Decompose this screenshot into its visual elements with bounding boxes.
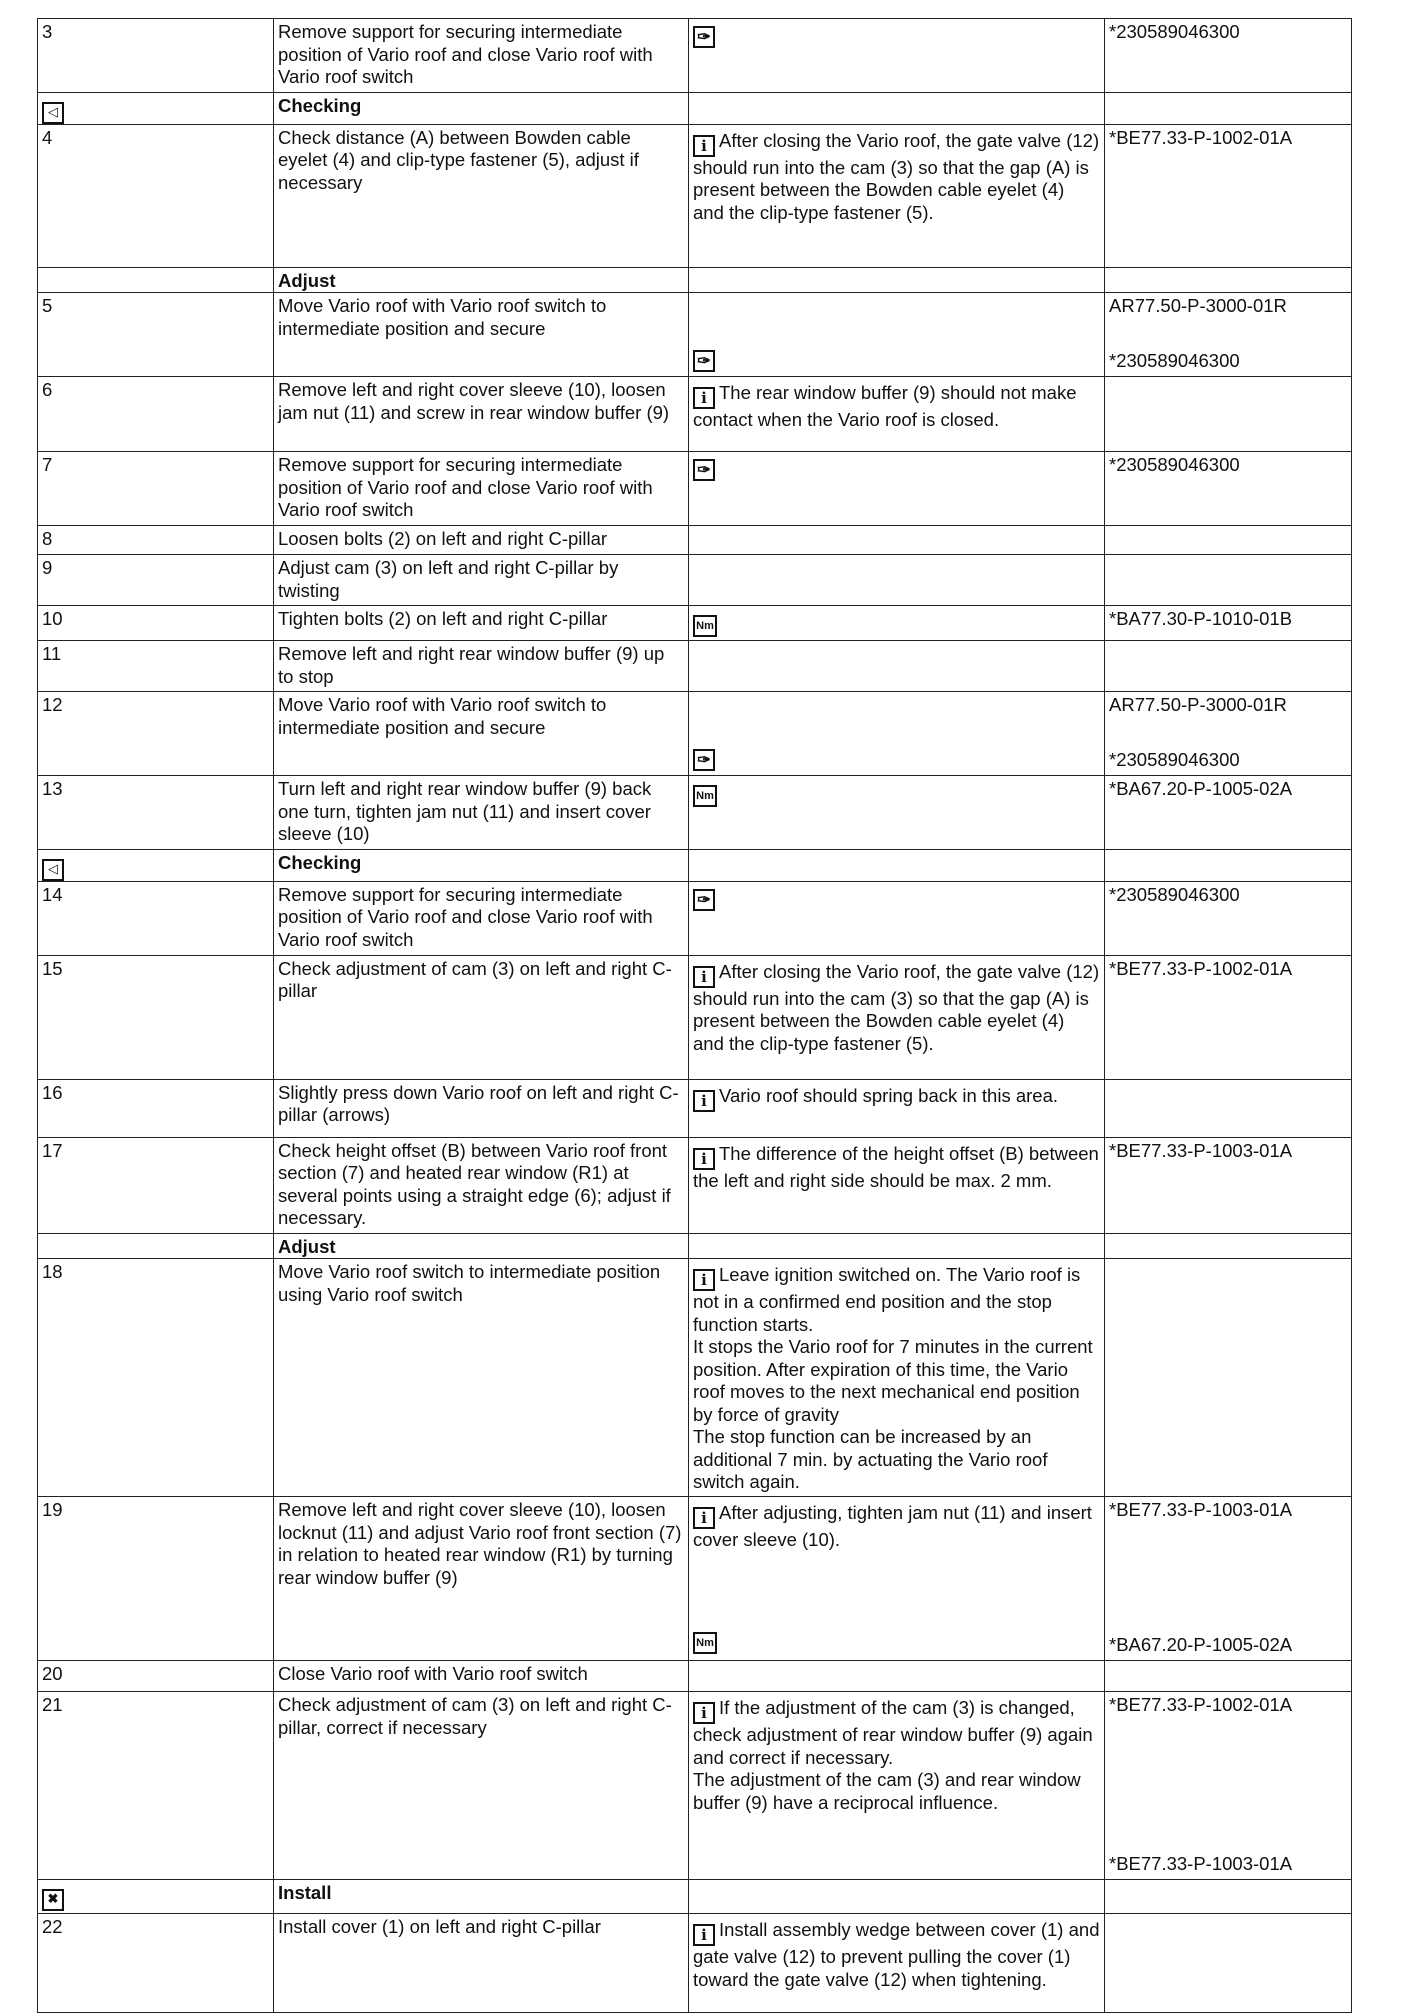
step-instruction — [274, 1914, 689, 2013]
note-cell — [689, 1079, 1105, 1137]
reference-code: *230589046300 — [1109, 748, 1240, 770]
section-icon-cell — [38, 849, 274, 881]
step-instruction — [274, 1692, 689, 1880]
reference-cell — [1105, 1259, 1352, 1497]
table-row — [38, 1914, 1352, 2013]
reference-code: *BE77.33-P-1002-01A — [1109, 957, 1293, 979]
torque-nm-icon: Nm — [693, 1632, 717, 1654]
instruction-text: Close Vario roof with Vario roof switch — [278, 1663, 588, 1684]
section-label: Install — [278, 1882, 332, 1903]
info-icon: i — [693, 135, 715, 157]
step-number-text: 6 — [42, 379, 53, 400]
table-row — [38, 1137, 1352, 1233]
reference-code: *230589046300 — [1109, 349, 1240, 371]
section-title — [274, 1880, 689, 1914]
step-instruction — [274, 19, 689, 93]
section-title — [274, 267, 689, 293]
section-title — [274, 1233, 689, 1259]
step-number-text: 5 — [42, 295, 53, 316]
step-number — [38, 555, 274, 606]
reference-code: AR77.50-P-3000-01R — [1109, 694, 1287, 715]
reference-code: *BE77.33-P-1002-01A — [1109, 126, 1293, 148]
note-cell — [689, 1661, 1105, 1692]
note-cell — [689, 881, 1105, 955]
step-number-text: 16 — [42, 1081, 63, 1103]
reference-code: *BA67.20-P-1005-02A — [1109, 1633, 1293, 1655]
empty-cell — [1105, 92, 1352, 124]
special-tool-icon: ✑ — [693, 350, 715, 372]
empty-cell — [689, 1233, 1105, 1259]
reference-code: AR77.50-P-3000-01R — [1109, 295, 1287, 316]
instruction-text: Install cover (1) on left and right C-pillar — [278, 1916, 601, 1937]
step-number — [38, 606, 274, 641]
step-number — [38, 1661, 274, 1692]
section-label: Checking — [278, 94, 362, 116]
table-row — [38, 955, 1352, 1079]
reference-code: *BA77.30-P-1010-01B — [1109, 608, 1293, 629]
step-instruction — [274, 293, 689, 377]
reference-cell — [1105, 1692, 1352, 1880]
reference-cell — [1105, 124, 1352, 267]
step-instruction — [274, 124, 689, 267]
table-row — [38, 293, 1352, 377]
step-number — [38, 1079, 274, 1137]
instruction-text: Move Vario roof switch to intermediate position using Vario roof switch — [278, 1261, 661, 1305]
step-number-text: 14 — [42, 883, 63, 905]
instruction-text: Move Vario roof with Vario roof switch to intermediate position and secure — [278, 694, 607, 738]
table-row — [38, 1079, 1352, 1137]
step-number — [38, 1497, 274, 1661]
section-label: Checking — [278, 851, 362, 873]
note-cell — [689, 19, 1105, 93]
instruction-text: Remove support for securing intermediate position of Vario roof and close Vario roof with Vario roof switch — [278, 883, 653, 950]
reference-cell — [1105, 1497, 1352, 1661]
reference-cell — [1105, 1137, 1352, 1233]
step-number-text: 20 — [42, 1663, 63, 1684]
install-icon: ✖ — [42, 1889, 64, 1911]
note-text: If the adjustment of the cam (3) is changed, check adjustment of rear window buffer (9) again and correct if necessary. The adjustment of the cam (3) and rear window buffer (9) have a reciprocal influence. — [693, 1697, 1093, 1813]
instruction-text: Remove support for securing intermediate position of Vario roof and close Vario roof with Vario roof switch — [278, 454, 653, 520]
info-icon: i — [693, 1924, 715, 1946]
step-number — [38, 377, 274, 452]
table-row — [38, 526, 1352, 555]
repair-procedure-table — [37, 18, 1352, 2013]
empty-cell — [689, 267, 1105, 293]
empty-cell — [689, 849, 1105, 881]
info-icon: i — [693, 966, 715, 988]
step-number-text: 10 — [42, 608, 63, 629]
reference-cell — [1105, 776, 1352, 850]
special-tool-icon: ✑ — [693, 749, 715, 771]
step-instruction — [274, 692, 689, 776]
step-number-text: 9 — [42, 557, 53, 578]
reference-cell — [1105, 1079, 1352, 1137]
section-icon-cell — [38, 1233, 274, 1259]
instruction-text: Remove left and right cover sleeve (10), loosen jam nut (11) and screw in rear window buffer (9) — [278, 379, 670, 423]
empty-cell — [689, 1880, 1105, 1914]
step-number-text: 15 — [42, 957, 63, 979]
step-instruction — [274, 452, 689, 526]
step-number-text: 11 — [42, 643, 62, 664]
info-icon: i — [693, 1507, 715, 1529]
note-cell — [689, 555, 1105, 606]
empty-cell — [1105, 1233, 1352, 1259]
info-icon: i — [693, 1090, 715, 1112]
note-cell — [689, 1137, 1105, 1233]
step-number — [38, 1914, 274, 2013]
checking-icon: ◁ — [42, 859, 64, 881]
note-cell — [689, 1259, 1105, 1497]
section-row — [38, 1233, 1352, 1259]
step-number — [38, 526, 274, 555]
step-instruction — [274, 955, 689, 1079]
special-tool-icon: ✑ — [693, 459, 715, 481]
step-instruction — [274, 1079, 689, 1137]
note-text: After adjusting, tighten jam nut (11) and insert cover sleeve (10). — [693, 1502, 1092, 1550]
step-instruction — [274, 526, 689, 555]
step-number — [38, 955, 274, 1079]
note-text: Leave ignition switched on. The Vario roof is not in a confirmed end position and the stop function starts. It stops the Vario roof for 7 minutes in the current position. After expiration of this time, the Vario roof moves to the next mechanical end position by force of gravity The stop function can be increased by an additional 7 min. by actuating the Vario roof switch again. — [693, 1264, 1093, 1492]
step-number-text: 3 — [42, 21, 53, 42]
step-instruction — [274, 555, 689, 606]
instruction-text: Remove support for securing intermediate position of Vario roof and close Vario roof with Vario roof switch — [278, 21, 653, 87]
reference-cell — [1105, 19, 1352, 93]
table-row — [38, 124, 1352, 267]
special-tool-icon: ✑ — [693, 26, 715, 48]
reference-code: *230589046300 — [1109, 21, 1240, 42]
info-icon: i — [693, 387, 715, 409]
reference-cell — [1105, 606, 1352, 641]
info-icon: i — [693, 1269, 715, 1291]
section-row — [38, 92, 1352, 124]
instruction-text: Remove left and right cover sleeve (10), loosen locknut (11) and adjust Vario roof front section (7) in relation to heated rear window (R1) by turning rear window buffer (9) — [278, 1499, 682, 1588]
step-number — [38, 293, 274, 377]
step-number-text: 22 — [42, 1916, 63, 1937]
note-text: The rear window buffer (9) should not make contact when the Vario roof is closed. — [693, 382, 1077, 430]
table-row — [38, 776, 1352, 850]
note-cell — [689, 293, 1105, 377]
special-tool-icon: ✑ — [693, 889, 715, 911]
step-instruction — [274, 1259, 689, 1497]
step-number — [38, 124, 274, 267]
reference-code: *BE77.33-P-1003-01A — [1109, 1499, 1293, 1520]
checking-icon: ◁ — [42, 102, 64, 124]
info-icon: i — [693, 1148, 715, 1170]
step-instruction — [274, 377, 689, 452]
step-number-text: 21 — [42, 1694, 63, 1715]
section-row — [38, 1880, 1352, 1914]
step-instruction — [274, 776, 689, 850]
step-number — [38, 641, 274, 692]
reference-cell — [1105, 1661, 1352, 1692]
instruction-text: Turn left and right rear window buffer (9) back one turn, tighten jam nut (11) and insert cover sleeve (10) — [278, 778, 652, 844]
empty-cell — [1105, 1880, 1352, 1914]
table-row — [38, 1259, 1352, 1497]
instruction-text: Tighten bolts (2) on left and right C-pillar — [278, 608, 608, 629]
reference-cell — [1105, 555, 1352, 606]
note-cell — [689, 1692, 1105, 1880]
note-text: Install assembly wedge between cover (1) and gate valve (12) to prevent pulling the cover (1) toward the gate valve (12) when tightening. — [693, 1919, 1100, 1990]
note-cell — [689, 526, 1105, 555]
step-number — [38, 19, 274, 93]
note-cell — [689, 692, 1105, 776]
note-cell — [689, 124, 1105, 267]
step-number-text: 18 — [42, 1261, 63, 1282]
reference-cell — [1105, 881, 1352, 955]
reference-cell — [1105, 526, 1352, 555]
reference-cell — [1105, 641, 1352, 692]
table-row — [38, 1497, 1352, 1661]
section-title — [274, 92, 689, 124]
step-number-text: 7 — [42, 454, 53, 475]
step-number — [38, 692, 274, 776]
note-text: After closing the Vario roof, the gate valve (12) should run into the cam (3) so that the gap (A) is present between the Bowden cable eyelet (4) and the clip-type fastener (5). — [693, 960, 1100, 1054]
step-number — [38, 452, 274, 526]
instruction-text: Loosen bolts (2) on left and right C-pillar — [278, 528, 608, 549]
step-number — [38, 1692, 274, 1880]
step-number — [38, 1137, 274, 1233]
instruction-text: Check adjustment of cam (3) on left and right C-pillar, correct if necessary — [278, 1694, 672, 1738]
table-row — [38, 1661, 1352, 1692]
reference-code: *230589046300 — [1109, 454, 1240, 475]
table-row — [38, 19, 1352, 93]
reference-cell — [1105, 1914, 1352, 2013]
table-row — [38, 377, 1352, 452]
instruction-text: Move Vario roof with Vario roof switch to intermediate position and secure — [278, 295, 607, 339]
reference-code: *BE77.33-P-1003-01A — [1109, 1139, 1293, 1161]
reference-code: *230589046300 — [1109, 883, 1240, 905]
instruction-text: Slightly press down Vario roof on left and right C-pillar (arrows) — [278, 1081, 679, 1125]
reference-cell — [1105, 293, 1352, 377]
torque-nm-icon: Nm — [693, 615, 717, 637]
section-icon-cell — [38, 267, 274, 293]
table-row — [38, 555, 1352, 606]
step-instruction — [274, 641, 689, 692]
empty-cell — [1105, 267, 1352, 293]
table-row — [38, 1692, 1352, 1880]
table-row — [38, 881, 1352, 955]
reference-code: *BE77.33-P-1003-01A — [1109, 1852, 1293, 1874]
empty-cell — [1105, 849, 1352, 881]
empty-cell — [689, 92, 1105, 124]
step-number-text: 4 — [42, 126, 53, 148]
section-label: Adjust — [278, 269, 336, 291]
section-icon-cell — [38, 92, 274, 124]
section-row — [38, 849, 1352, 881]
note-cell — [689, 776, 1105, 850]
step-instruction — [274, 606, 689, 641]
step-instruction — [274, 1497, 689, 1661]
step-instruction — [274, 881, 689, 955]
step-number — [38, 881, 274, 955]
step-number-text: 17 — [42, 1139, 63, 1161]
note-cell — [689, 606, 1105, 641]
note-cell — [689, 1497, 1105, 1661]
note-cell — [689, 377, 1105, 452]
note-text: Vario roof should spring back in this area. — [719, 1084, 1059, 1106]
reference-code: *BE77.33-P-1002-01A — [1109, 1694, 1293, 1715]
section-title — [274, 849, 689, 881]
section-icon-cell — [38, 1880, 274, 1914]
note-text: The difference of the height offset (B) between the left and right side should be max. 2 mm. — [693, 1142, 1099, 1191]
step-instruction — [274, 1137, 689, 1233]
table-row — [38, 641, 1352, 692]
instruction-text: Adjust cam (3) on left and right C-pillar by twisting — [278, 557, 619, 601]
step-number-text: 12 — [42, 694, 63, 715]
reference-cell — [1105, 452, 1352, 526]
note-text: After closing the Vario roof, the gate valve (12) should run into the cam (3) so that the gap (A) is present between the Bowden cable eyelet (4) and the clip-type fastener (5). — [693, 129, 1100, 223]
instruction-text: Remove left and right rear window buffer (9) up to stop — [278, 643, 665, 687]
note-cell — [689, 641, 1105, 692]
instruction-text: Check distance (A) between Bowden cable eyelet (4) and clip-type fastener (5), adjust if necessary — [278, 126, 639, 193]
info-icon: i — [693, 1702, 715, 1724]
section-label: Adjust — [278, 1235, 336, 1257]
reference-cell — [1105, 377, 1352, 452]
table-row — [38, 606, 1352, 641]
section-row — [38, 267, 1352, 293]
torque-nm-icon: Nm — [693, 785, 717, 807]
instruction-text: Check height offset (B) between Vario roof front section (7) and heated rear window (R1) at several points using a straight edge (6); adjust if necessary. — [278, 1139, 671, 1228]
note-cell — [689, 452, 1105, 526]
reference-code: *BA67.20-P-1005-02A — [1109, 778, 1293, 799]
table-row — [38, 692, 1352, 776]
step-number-text: 13 — [42, 778, 63, 799]
reference-cell — [1105, 692, 1352, 776]
step-number-text: 8 — [42, 528, 53, 549]
step-number-text: 19 — [42, 1499, 63, 1520]
table-row — [38, 452, 1352, 526]
step-number — [38, 776, 274, 850]
note-cell — [689, 955, 1105, 1079]
note-cell — [689, 1914, 1105, 2013]
step-instruction — [274, 1661, 689, 1692]
step-number — [38, 1259, 274, 1497]
instruction-text: Check adjustment of cam (3) on left and right C-pillar — [278, 957, 672, 1001]
reference-cell — [1105, 955, 1352, 1079]
